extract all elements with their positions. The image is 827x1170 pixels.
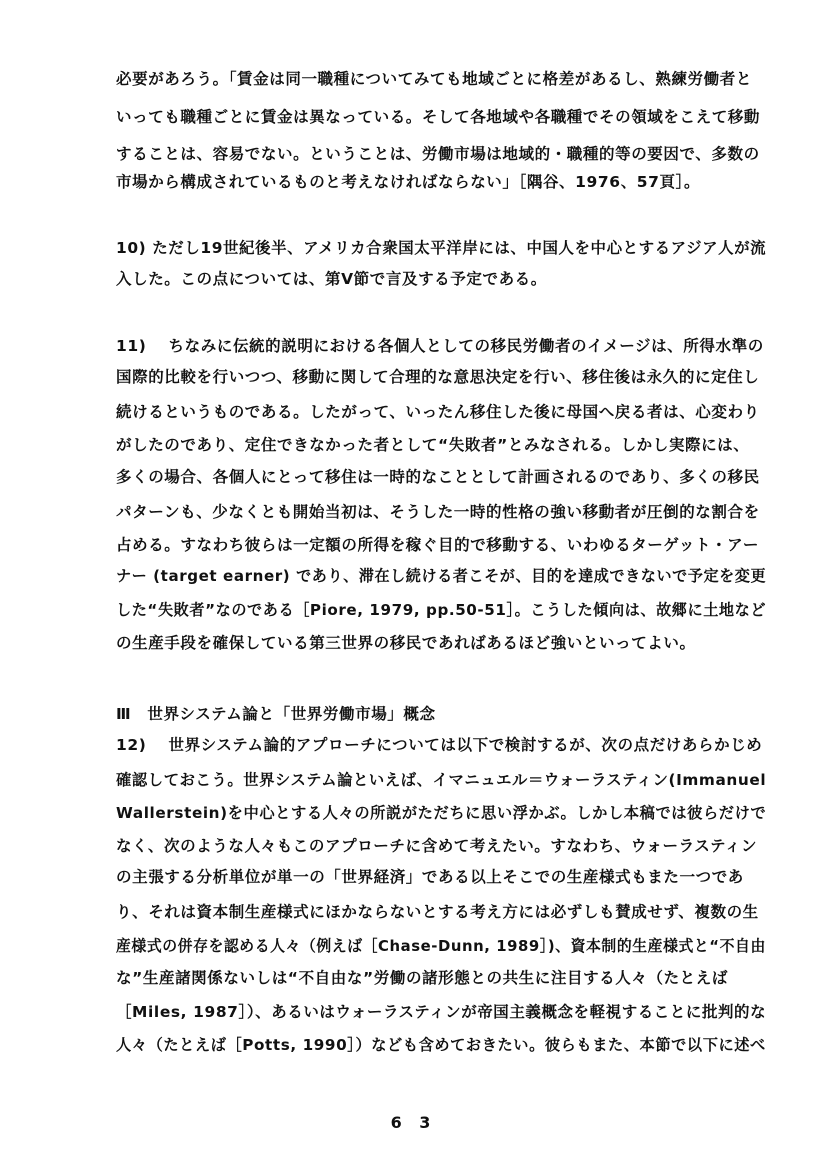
note-10-line: 入した。この点については、第Ⅴ節で言及する予定である。 xyxy=(116,270,547,288)
page-number: 6 3 xyxy=(390,1113,437,1132)
section-heading: Ⅲ 世界システム論と「世界労働市場」概念 xyxy=(116,705,436,723)
note-11-line: の生産手段を確保している第三世界の移民であればあるほど強いといってよい。 xyxy=(116,634,696,652)
note-12-line: な”生産諸関係ないしは“不自由な”労働の諸形態との共生に注目する人々（たとえば xyxy=(116,969,728,987)
note-11-line: ナー (target earner) であり、滞在し続ける者こそが、目的を達成できないで予定を変更 xyxy=(116,567,767,585)
note-12-line: 12) 世界システム論的アプローチについては以下で検討するが、次の点だけあらかじめ xyxy=(116,736,763,754)
note-11-line: 国際的比較を行いつつ、移動に関して合理的な意思決定を行い、移住後は永久的に定住し xyxy=(116,368,760,386)
note-10-line: 10) ただし19世紀後半、アメリカ合衆国太平洋岸には、中国人を中心とするアジア人が流 xyxy=(116,239,767,257)
note-11-line: した“失敗者”なのである［Piore, 1979, pp.50-51］。こうした傾向は、故郷に土地など xyxy=(116,601,767,619)
note-12-line: ［Miles, 1987］）、あるいはウォーラスティンが帝国主義概念を軽視することに批判的な xyxy=(116,1003,767,1021)
note-11-line: 占める。すなわち彼らは一定額の所得を稼ぐ目的で移動する、いわゆるターゲット・アー xyxy=(116,536,759,554)
text-line: 市場から構成されているものと考えなければならない」［隅谷、1976、57頁］。 xyxy=(116,173,701,191)
note-11-line: 続けるというものである。したがって、いったん移住した後に母国へ戻る者は、心変わり xyxy=(116,403,760,421)
note-12-line: なく、次のような人々もこのアプローチに含めて考えたい。すなわち、ウォーラスティン xyxy=(116,837,758,855)
note-11-line: パターンも、少なくとも開始当初は、そうした一時的性格の強い移動者が圧倒的な割合を xyxy=(116,503,760,521)
text-line: いっても職種ごとに賃金は異なっている。そして各地域や各職種でその領域をこえて移動 xyxy=(116,108,761,126)
note-12-line: り、それは資本制生産様式にほかならないとする考え方には必ずしも賛成せず、複数の生 xyxy=(116,903,759,921)
note-12-line: 産様式の併存を認める人々（例えば［Chase-Dunn, 1989］)、資本制的生産様式と“不自由 xyxy=(116,937,766,955)
note-11-line: がしたのであり、定住できなかった者として“失敗者”とみなされる。しかし実際には、 xyxy=(116,436,750,454)
note-12-line: 人々（たとえば［Potts, 1990］）なども含めておきたい。彼らもまた、本節で以下に述べ xyxy=(116,1036,766,1054)
note-11-line: 多くの場合、各個人にとって移住は一時的なこととして計画されるのであり、多くの移民 xyxy=(116,468,760,486)
note-12-line: Wallerstein)を中心とする人々の所説がただちに思い浮かぶ。しかし本稿では彼らだけで xyxy=(116,804,767,822)
note-12-line: 確認しておこう。世界システム論といえば、イマニュエル＝ウォーラスティン(Immanuel xyxy=(116,771,767,789)
note-11-line: 11) ちなみに伝統的説明における各個人としての移民労働者のイメージは、所得水準の xyxy=(116,337,764,355)
text-line: することは、容易でない。ということは、労働市場は地域的・職種的等の要因で、多数の xyxy=(116,145,760,163)
note-12-line: の主張する分析単位が単一の「世界経済」である以上そこでの生産様式もまた一つであ xyxy=(116,868,744,886)
text-line: 必要があろう。「賃金は同一職種についてみても地域ごとに格差があるし、熟練労働者と xyxy=(116,70,752,88)
